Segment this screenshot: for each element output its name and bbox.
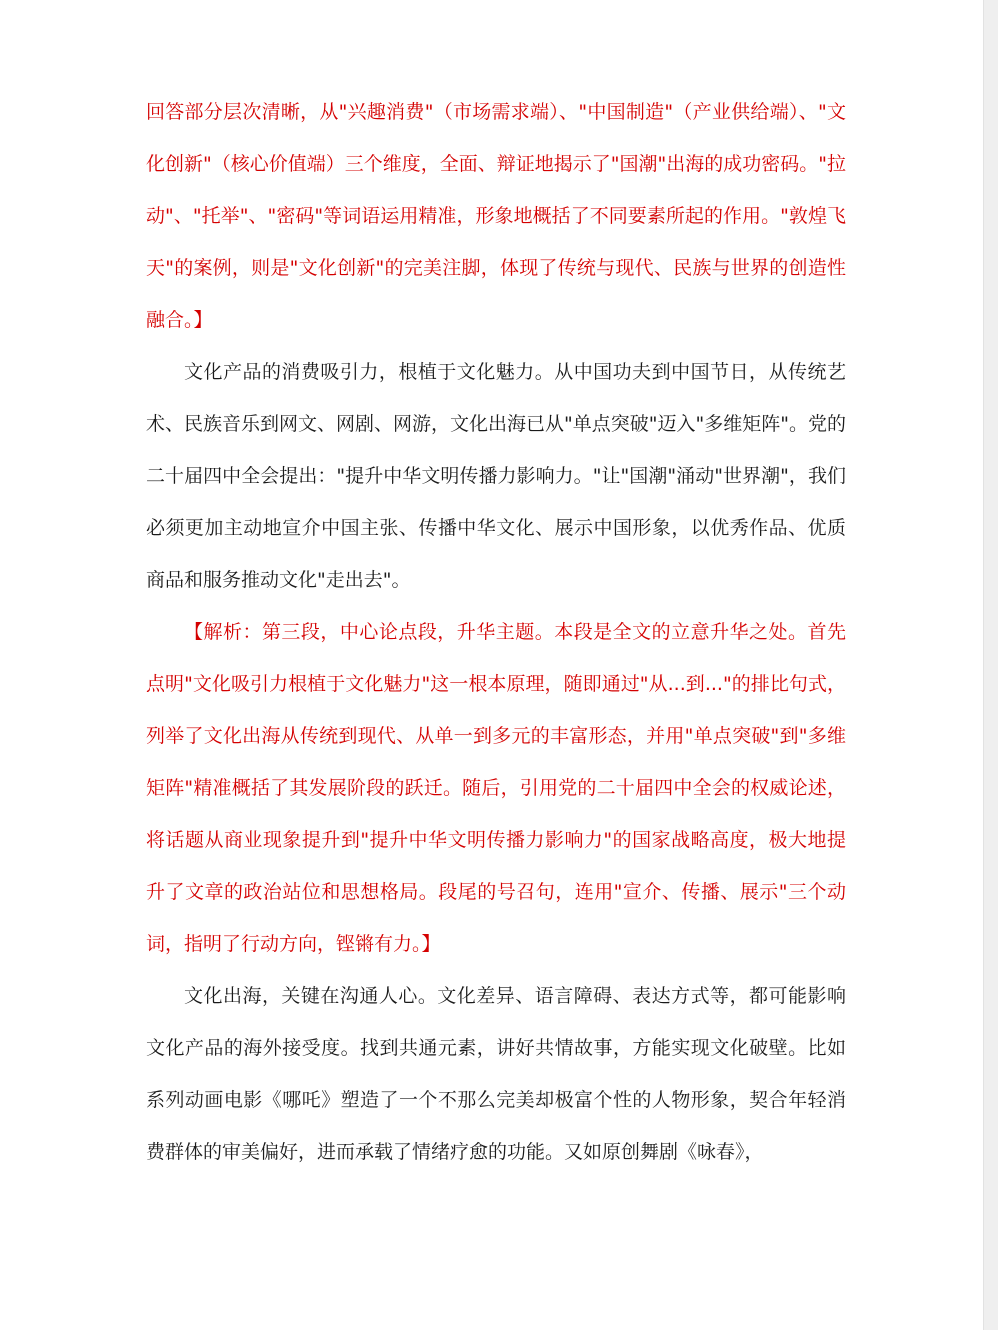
body-paragraph-1: 文化产品的消费吸引力，根植于文化魅力。从中国功夫到中国节日，从传统艺术、民族音乐到网文、网剧、网游，文化出海已从"单点突破"迈入"多维矩阵"。党的二十届四中全会提出："提升中华文明传播力影响力。"让"国潮"涌动"世界潮"，我们必须更加主动地宣介中国主张、传播中华文化、展示中国形象，以优秀作品、优质商品和服务推动文化"走出去"。 [146, 361, 846, 591]
analysis-paragraph-2: 【解析：第三段，中心论点段，升华主题。本段是全文的立意升华之处。首先点明"文化吸引力根植于文化魅力"这一根本原理，随即通过"从...到..."的排比句式，列举了文化出海从传统到现代、从单一到多元的丰富形态，并用"单点突破"到"多维矩阵"精准概括了其发展阶段的跃迁。随后，引用党的二十届四中全会的权威论述，将话题从商业现象提升到"提升中华文明传播力影响力"的国家战略高度，极大地提升了文章的政治站位和思想格局。段尾的号召句，连用"宣介、传播、展示"三个动词，指明了行动方向，铿锵有力。】 [146, 621, 846, 955]
document-body [146, 86, 846, 1178]
body-paragraph-2: 文化出海，关键在沟通人心。文化差异、语言障碍、表达方式等，都可能影响文化产品的海外接受度。找到共通元素，讲好共情故事，方能实现文化破壁。比如系列动画电影《哪吒》塑造了一个不那么完美却极富个性的人物形象，契合年轻消费群体的审美偏好，进而承载了情绪疗愈的功能。又如原创舞剧《咏春》， [146, 985, 846, 1163]
analysis-paragraph-1: 回答部分层次清晰，从"兴趣消费"（市场需求端）、"中国制造"（产业供给端）、"文化创新"（核心价值端）三个维度，全面、辩证地揭示了"国潮"出海的成功密码。"拉动"、"托举"、"密码"等词语运用精准，形象地概括了不同要素所起的作用。"敦煌飞天"的案例，则是"文化创新"的完美注脚，体现了传统与现代、民族与世界的创造性融合。】 [146, 101, 846, 331]
scrollbar[interactable] [983, 0, 998, 1330]
